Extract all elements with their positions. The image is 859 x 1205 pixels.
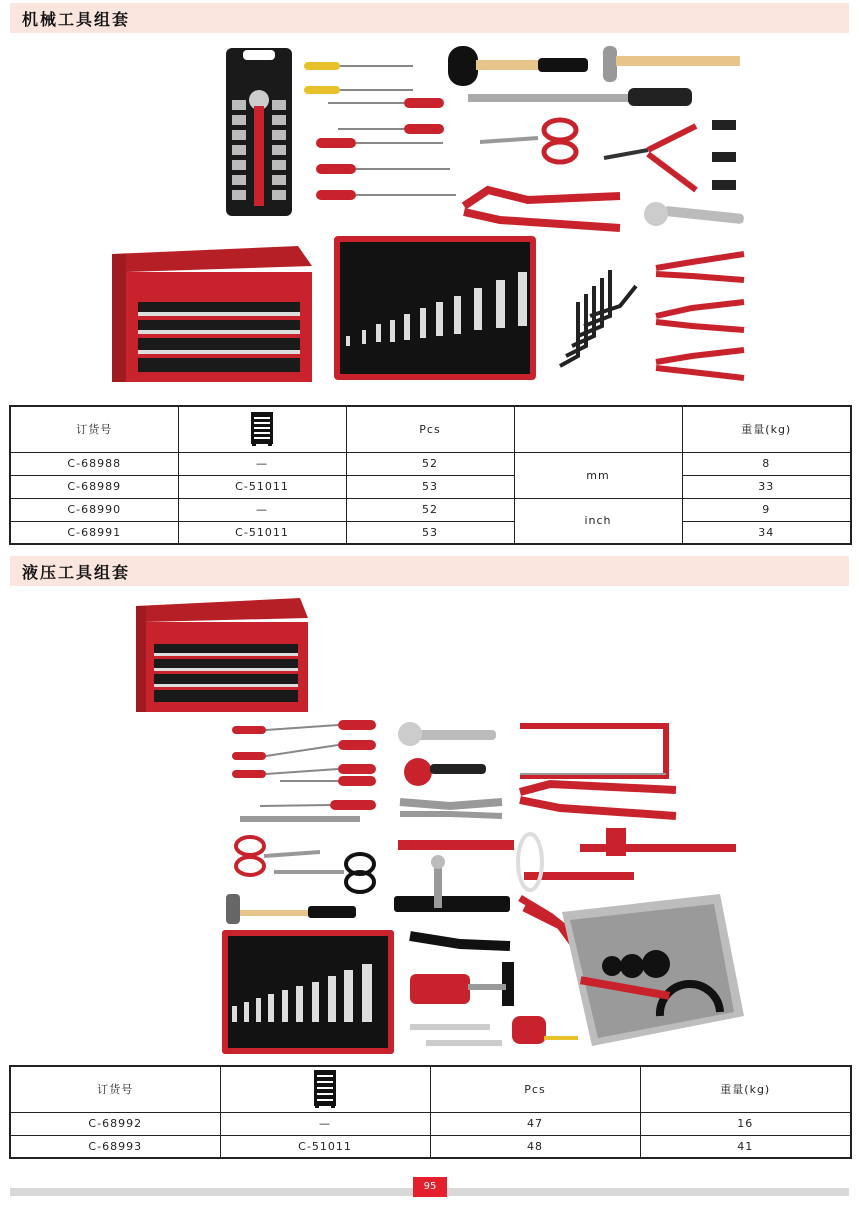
unit-cell-mm: mm	[514, 452, 682, 498]
tube-cutter-icon	[410, 962, 514, 1006]
header-pcs: Pcs	[430, 1066, 640, 1112]
blade-icon	[410, 1024, 502, 1046]
pcs-cell: 52	[346, 452, 514, 475]
tool-chest-icon	[112, 246, 312, 382]
header-order-no: 订货号	[10, 1066, 220, 1112]
locking-pliers-icon	[400, 802, 502, 816]
torque-wrench-icon	[468, 88, 692, 106]
tool-chest-icon	[136, 598, 308, 712]
tool-cabinet-icon	[251, 412, 273, 446]
section-title: 机械工具组套	[22, 10, 131, 29]
cabinet-cell: C-51011	[178, 475, 346, 498]
weight-cell: 8	[682, 452, 851, 475]
header-cabinet	[220, 1066, 430, 1112]
weight-cell: 9	[682, 498, 851, 521]
order-no-cell: C-68990	[10, 498, 178, 521]
pcs-cell: 47	[430, 1112, 640, 1135]
table-row	[10, 498, 851, 521]
table-row	[10, 521, 851, 544]
header-weight: 重量(kg)	[640, 1066, 851, 1112]
section-title: 液压工具组套	[22, 563, 131, 582]
scissors-icon	[480, 120, 576, 162]
pcs-cell: 48	[430, 1135, 640, 1158]
table-row	[10, 1112, 851, 1135]
header-weight: 重量(kg)	[682, 406, 851, 452]
spirit-level-icon	[398, 840, 514, 850]
hammer-icon	[448, 46, 740, 86]
pipe-wrench-icon	[410, 936, 510, 946]
scissors-icon	[236, 837, 374, 892]
water-pump-pliers-icon	[464, 190, 620, 228]
pipe-cutter-icon	[404, 758, 486, 786]
circlip-pliers-icon	[604, 120, 736, 190]
tape-measure-icon	[512, 1016, 578, 1044]
order-no-cell: C-68993	[10, 1135, 220, 1158]
weight-cell: 34	[682, 521, 851, 544]
unit-cell-inch: inch	[514, 498, 682, 544]
wrench-roll-icon	[222, 930, 394, 1054]
pipe-wrench-icon	[580, 828, 736, 856]
pipe-bender-case-icon	[562, 894, 744, 1046]
cabinet-cell: —	[178, 498, 346, 521]
hydraulic-tool-set-photo	[220, 716, 750, 1056]
order-no-cell: C-68992	[10, 1112, 220, 1135]
page-number: 95	[413, 1177, 447, 1197]
hex-key-set-icon	[560, 270, 636, 366]
hacksaw-icon	[520, 726, 666, 776]
weight-cell: 41	[640, 1135, 851, 1158]
weight-cell: 33	[682, 475, 851, 498]
hydraulic-spec-table	[9, 1065, 852, 1159]
cabinet-cell: —	[220, 1112, 430, 1135]
table-row	[10, 1135, 851, 1158]
pliers-set-icon	[656, 254, 744, 378]
cabinet-cell: C-51011	[220, 1135, 430, 1158]
wrench-roll-icon	[334, 236, 536, 380]
header-pcs: Pcs	[346, 406, 514, 452]
mechanical-spec-table	[9, 405, 852, 545]
table-header-row	[10, 406, 851, 452]
pcs-cell: 52	[346, 498, 514, 521]
screwdriver-set-icon	[304, 62, 456, 200]
adjustable-wrench-icon	[644, 202, 744, 226]
cabinet-cell: —	[178, 452, 346, 475]
section-header-hydraulic	[10, 556, 849, 586]
pcs-cell: 53	[346, 521, 514, 544]
file-icon	[240, 800, 376, 822]
socket-set-icon	[226, 48, 292, 216]
screwdriver-set-icon	[232, 720, 376, 786]
order-no-cell: C-68991	[10, 521, 178, 544]
section-header-mechanical	[10, 3, 849, 33]
table-row	[10, 452, 851, 475]
hammer-icon	[226, 894, 356, 924]
header-cabinet	[178, 406, 346, 452]
mechanical-tool-set-photo	[108, 40, 760, 390]
table-header-row	[10, 1066, 851, 1112]
header-unit	[514, 406, 682, 452]
pcs-cell: 53	[346, 475, 514, 498]
weight-cell: 16	[640, 1112, 851, 1135]
order-no-cell: C-68988	[10, 452, 178, 475]
header-order-no: 订货号	[10, 406, 178, 452]
table-row	[10, 475, 851, 498]
adjustable-wrench-icon	[398, 722, 496, 746]
tool-cabinet-icon	[314, 1070, 336, 1108]
water-pump-pliers-icon	[520, 784, 676, 816]
order-no-cell: C-68989	[10, 475, 178, 498]
tool-chest-photo	[132, 592, 312, 718]
flaring-tool-icon	[394, 855, 510, 912]
cabinet-cell: C-51011	[178, 521, 346, 544]
